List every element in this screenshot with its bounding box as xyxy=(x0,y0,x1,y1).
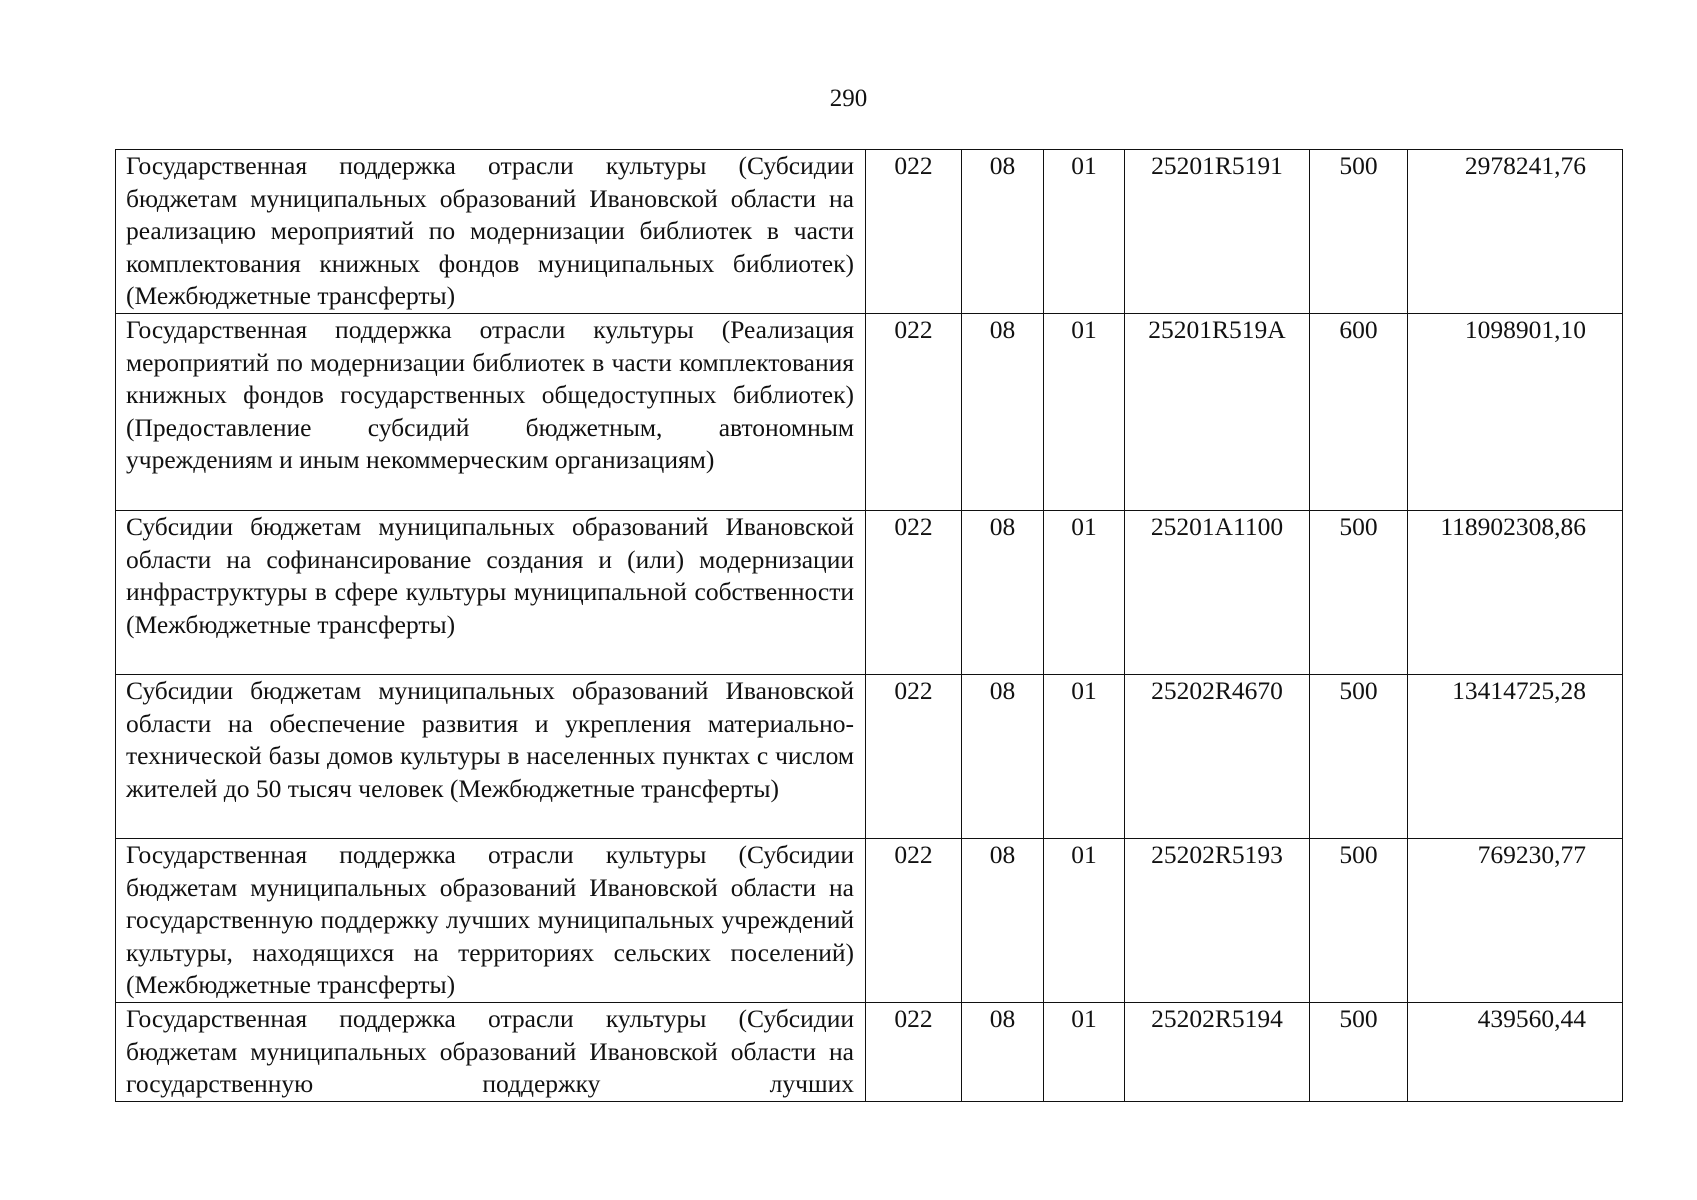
target-article-code: 25201R519A xyxy=(1125,314,1310,511)
expense-type-code: 500 xyxy=(1310,511,1408,675)
table-row xyxy=(116,1003,1623,1102)
amount-value: 13414725,28 xyxy=(1408,675,1623,839)
expense-type-code: 500 xyxy=(1310,1003,1408,1102)
expense-type-code: 500 xyxy=(1310,675,1408,839)
target-article-code: 25202R5194 xyxy=(1125,1003,1310,1102)
subsection-code: 01 xyxy=(1044,511,1125,675)
row-description: Государственная поддержка отрасли культуры (Субсидии бюджетам муниципальных образований Ивановской области на государственную поддержку лучших муниципальных учреждений культуры, находящихся на территориях сельских поселений) (Межбюджетные трансферты) xyxy=(116,839,866,1003)
amount-value: 2978241,76 xyxy=(1408,150,1623,314)
subsection-code: 01 xyxy=(1044,150,1125,314)
section-code: 08 xyxy=(962,314,1044,511)
amount-value: 118902308,86 xyxy=(1408,511,1623,675)
amount-value: 1098901,10 xyxy=(1408,314,1623,511)
section-code: 08 xyxy=(962,675,1044,839)
section-code: 08 xyxy=(962,1003,1044,1102)
section-code: 08 xyxy=(962,511,1044,675)
table-row xyxy=(116,511,1623,675)
target-article-code: 25201A1100 xyxy=(1125,511,1310,675)
expense-type-code: 500 xyxy=(1310,839,1408,1003)
ministry-code: 022 xyxy=(866,839,962,1003)
row-description: Государственная поддержка отрасли культуры (Субсидии бюджетам муниципальных образований Ивановской области на государственную поддержку лучших xyxy=(116,1003,866,1102)
target-article-code: 25202R4670 xyxy=(1125,675,1310,839)
amount-value: 769230,77 xyxy=(1408,839,1623,1003)
target-article-code: 25202R5193 xyxy=(1125,839,1310,1003)
table-row xyxy=(116,314,1623,511)
ministry-code: 022 xyxy=(866,675,962,839)
row-description: Субсидии бюджетам муниципальных образований Ивановской области на софинансирование создания и (или) модернизации инфраструктуры в сфере культуры муниципальной собственности (Межбюджетные трансферты) xyxy=(116,511,866,675)
budget-allocation-table xyxy=(115,149,1623,1102)
table-row xyxy=(116,675,1623,839)
row-description: Субсидии бюджетам муниципальных образований Ивановской области на обеспечение развития и укрепления материально-технической базы домов культуры в населенных пунктах с числом жителей до 50 тысяч человек (Межбюджетные трансферты) xyxy=(116,675,866,839)
section-code: 08 xyxy=(962,150,1044,314)
ministry-code: 022 xyxy=(866,1003,962,1102)
subsection-code: 01 xyxy=(1044,1003,1125,1102)
ministry-code: 022 xyxy=(866,314,962,511)
table-row xyxy=(116,839,1623,1003)
section-code: 08 xyxy=(962,839,1044,1003)
expense-type-code: 500 xyxy=(1310,150,1408,314)
subsection-code: 01 xyxy=(1044,675,1125,839)
row-description: Государственная поддержка отрасли культуры (Реализация мероприятий по модернизации библиотек в части комплектования книжных фондов государственных общедоступных библиотек) (Предоставление субсидий бюджетным, автономным учреждениям и иным некоммерческим организациям) xyxy=(116,314,866,511)
expense-type-code: 600 xyxy=(1310,314,1408,511)
table-row xyxy=(116,150,1623,314)
ministry-code: 022 xyxy=(866,511,962,675)
ministry-code: 022 xyxy=(866,150,962,314)
subsection-code: 01 xyxy=(1044,839,1125,1003)
subsection-code: 01 xyxy=(1044,314,1125,511)
amount-value: 439560,44 xyxy=(1408,1003,1623,1102)
row-description: Государственная поддержка отрасли культуры (Субсидии бюджетам муниципальных образований Ивановской области на реализацию мероприятий по модернизации библиотек в части комплектования книжных фондов муниципальных библиотек) (Межбюджетные трансферты) xyxy=(116,150,866,314)
target-article-code: 25201R5191 xyxy=(1125,150,1310,314)
page-number: 290 xyxy=(829,85,868,112)
